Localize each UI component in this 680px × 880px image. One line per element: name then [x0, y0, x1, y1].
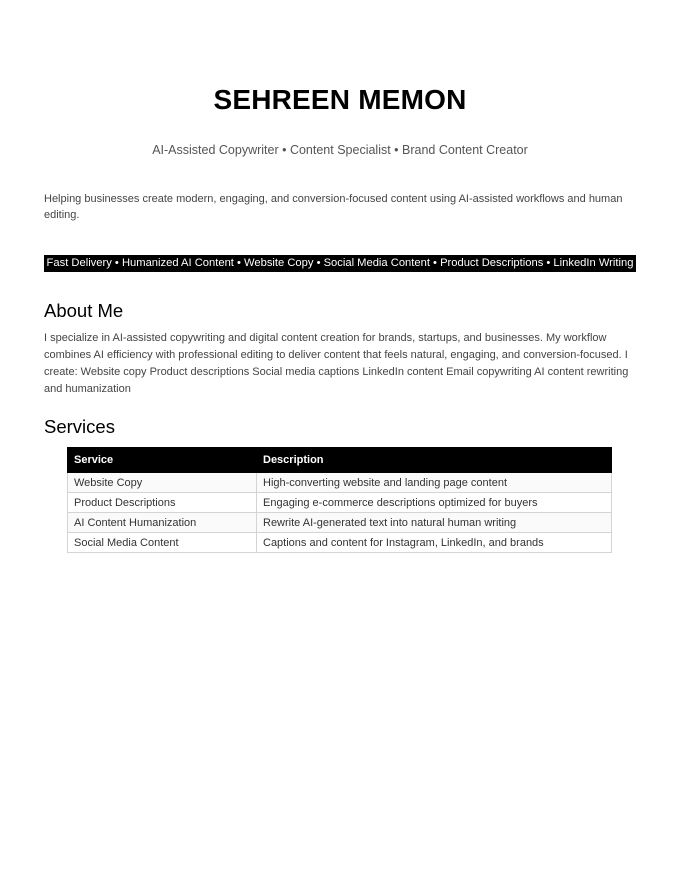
- services-table: [67, 447, 612, 553]
- service-cell: AI Content Humanization: [68, 513, 257, 533]
- about-heading: About Me: [44, 300, 124, 321]
- service-cell: Product Descriptions: [68, 493, 257, 513]
- service-cell: Social Media Content: [68, 533, 257, 553]
- table-row: [68, 533, 612, 553]
- service-cell: Website Copy: [68, 473, 257, 493]
- description-cell: Captions and content for Instagram, LinkedIn, and brands: [257, 533, 612, 553]
- highlights-banner: Fast Delivery • Humanized AI Content • Website Copy • Social Media Content • Product Descriptions • LinkedIn Writing: [44, 255, 636, 272]
- tagline: AI-Assisted Copywriter • Content Specialist • Brand Content Creator: [152, 143, 528, 157]
- table-row: [68, 473, 612, 493]
- table-row: [68, 493, 612, 513]
- description-cell: Rewrite AI-generated text into natural human writing: [257, 513, 612, 533]
- page-title: SEHREEN MEMON: [213, 84, 467, 115]
- description-cell: High-converting website and landing page content: [257, 473, 612, 493]
- column-header-service: Service: [68, 448, 257, 473]
- description-cell: Engaging e-commerce descriptions optimized for buyers: [257, 493, 612, 513]
- intro-text: Helping businesses create modern, engaging, and conversion-focused content using AI-assisted workflows and human editing.: [44, 193, 623, 221]
- about-text: I specialize in AI-assisted copywriting and digital content creation for brands, startups, and businesses. My workflow combines AI efficiency with professional editing to deliver content that feels natural, engaging, and conversion-focused. I create: Website copy Product descriptions Social media captions LinkedIn content Email copywriting AI content rewriting and humanization: [44, 332, 629, 395]
- column-header-description: Description: [257, 448, 612, 473]
- table-header-row: [68, 448, 612, 473]
- table-row: [68, 513, 612, 533]
- services-heading: Services: [44, 416, 115, 437]
